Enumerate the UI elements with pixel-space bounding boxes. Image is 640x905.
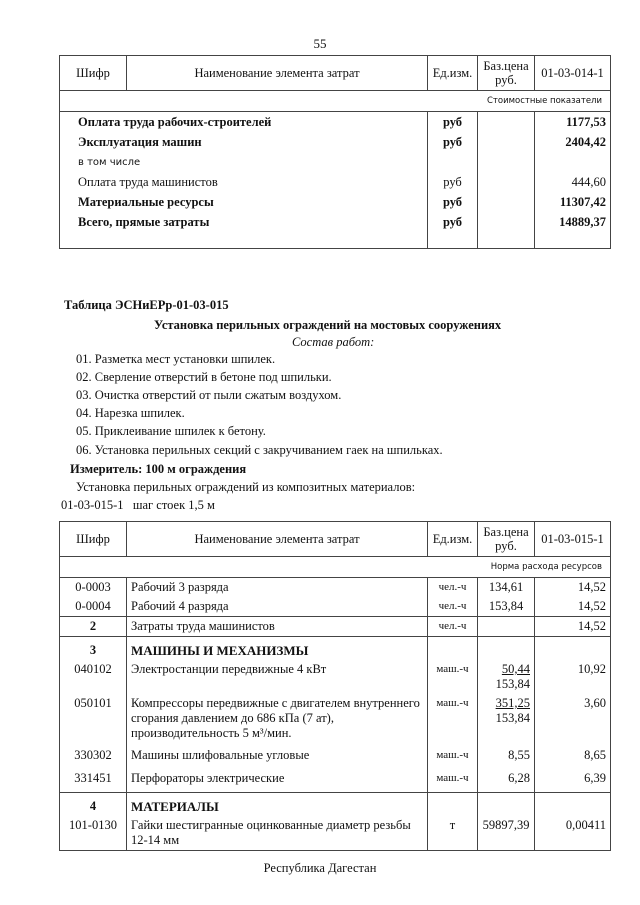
header-code: Шифр xyxy=(60,522,127,557)
table-title: Таблица ЭСНиЕРр-01-03-015 xyxy=(64,298,229,312)
resource-norms-table xyxy=(59,521,611,851)
table-row xyxy=(60,152,611,172)
row-value: 0,00411 xyxy=(535,816,611,851)
row-value: 2404,42 xyxy=(535,132,611,152)
work-item: 04. Нарезка шпилек. xyxy=(76,406,185,420)
row-name: Гайки шестигранные оцинкованные диаметр резьбы 12-14 мм xyxy=(127,816,428,851)
work-item: 05. Приклеивание шпилек к бетону. xyxy=(76,424,266,438)
row-name: Оплата труда рабочих-строителей xyxy=(60,112,428,133)
table-header-row xyxy=(60,522,611,557)
header-code: Шифр xyxy=(60,56,127,91)
row-code: 3 xyxy=(60,637,127,661)
row-code: 050101 xyxy=(60,694,127,743)
row-unit: маш.-ч xyxy=(428,694,478,743)
table-row xyxy=(60,112,611,133)
table-subheader: Норма расхода ресурсов xyxy=(60,557,611,578)
page-number: 55 xyxy=(313,36,327,51)
row-name: Материальные ресурсы xyxy=(60,192,428,212)
row-value: 14,52 xyxy=(535,578,611,598)
cost-indicators-table xyxy=(59,55,611,249)
row-code: 0-0003 xyxy=(60,578,127,598)
row-unit: маш.-ч xyxy=(428,743,478,765)
header-unit: Ед.изм. xyxy=(428,56,478,91)
table-row xyxy=(60,660,611,694)
table-row xyxy=(60,172,611,192)
row-value: 1177,53 xyxy=(535,112,611,133)
rate-line: 01-03-015-1 шаг стоек 1,5 м xyxy=(61,498,215,512)
work-item: 03. Очистка отверстий от пыли сжатым воздухом. xyxy=(76,388,342,402)
header-name: Наименование элемента затрат xyxy=(127,522,428,557)
row-price: 351,25 xyxy=(495,696,530,710)
row-code: 331451 xyxy=(60,765,127,793)
row-name: Перфораторы электрические xyxy=(127,765,428,793)
row-name: Электростанции передвижные 4 кВт xyxy=(127,660,428,694)
row-name: МАШИНЫ И МЕХАНИЗМЫ xyxy=(127,637,428,661)
row-name: Затраты труда машинистов xyxy=(127,617,428,637)
table-header-row xyxy=(60,56,611,91)
row-unit: руб xyxy=(428,112,478,133)
row-unit: маш.-ч xyxy=(428,765,478,793)
row-price: 153,84 xyxy=(478,597,535,617)
table-row xyxy=(60,743,611,765)
row-unit: руб xyxy=(428,172,478,192)
row-name: МАТЕРИАЛЫ xyxy=(127,793,428,817)
works-heading: Состав работ: xyxy=(292,335,375,349)
header-rate-code: 01-03-014-1 xyxy=(535,56,611,91)
work-item: 01. Разметка мест установки шпилек. xyxy=(76,352,276,366)
row-value: 3,60 xyxy=(535,694,611,743)
row-code: 101-0130 xyxy=(60,816,127,851)
row-value: 11307,42 xyxy=(535,192,611,212)
row-price: 50,44 xyxy=(501,662,530,676)
row-name: Рабочий 3 разряда xyxy=(127,578,428,598)
table-row xyxy=(60,212,611,232)
table-subheader: Стоимостные показатели xyxy=(60,91,611,112)
row-code: 2 xyxy=(60,617,127,637)
header-unit: Ед.изм. xyxy=(428,522,478,557)
row-value: 14,52 xyxy=(535,597,611,617)
row-name: Компрессоры передвижные с двигателем внутреннего сгорания давлением до 686 кПа (7 ат), производительность 5 м³/мин. xyxy=(127,694,428,743)
row-code: 0-0004 xyxy=(60,597,127,617)
row-name: Оплата труда машинистов xyxy=(60,172,428,192)
row-unit: чел.-ч xyxy=(428,617,478,637)
table-row xyxy=(60,597,611,617)
row-price-base: 153,84 xyxy=(495,677,530,691)
section-row-machines xyxy=(60,637,611,661)
row-name: в том числе xyxy=(60,152,428,172)
header-price: Баз.цена руб. xyxy=(478,56,535,91)
row-price-base: 153,84 xyxy=(495,711,530,725)
row-unit: руб xyxy=(428,212,478,232)
row-name: Эксплуатация машин xyxy=(60,132,428,152)
row-name: Рабочий 4 разряда xyxy=(127,597,428,617)
work-item: 02. Сверление отверстий в бетоне под шпильки. xyxy=(76,370,332,384)
row-price: 134,61 xyxy=(478,578,535,598)
row-value: 10,92 xyxy=(535,660,611,694)
row-value: 444,60 xyxy=(535,172,611,192)
table-row xyxy=(60,578,611,598)
installation-text: Установка перильных ограждений из композитных материалов: xyxy=(76,480,416,494)
row-price: 59897,39 xyxy=(478,816,535,851)
table-row xyxy=(60,816,611,851)
header-price: Баз.цена руб. xyxy=(478,522,535,557)
row-price: 6,28 xyxy=(478,765,535,793)
row-unit: руб xyxy=(428,132,478,152)
row-code: 330302 xyxy=(60,743,127,765)
section-subtitle: Установка перильных ограждений на мостовых сооружениях xyxy=(154,318,502,332)
row-unit: т xyxy=(428,816,478,851)
footer-region: Республика Дагестан xyxy=(263,861,377,875)
row-name: Машины шлифовальные угловые xyxy=(127,743,428,765)
row-code: 040102 xyxy=(60,660,127,694)
row-value: 6,39 xyxy=(535,765,611,793)
row-value: 8,65 xyxy=(535,743,611,765)
row-name: Всего, прямые затраты xyxy=(60,212,428,232)
row-price: 8,55 xyxy=(478,743,535,765)
row-unit: чел.-ч xyxy=(428,597,478,617)
work-item: 06. Установка перильных секций с закручиванием гаек на шпильках. xyxy=(76,443,443,457)
row-value: 14,52 xyxy=(535,617,611,637)
row-unit: маш.-ч xyxy=(428,660,478,694)
section-row-materials xyxy=(60,793,611,817)
table-row xyxy=(60,765,611,793)
row-unit: руб xyxy=(428,192,478,212)
measure-unit: Измеритель: 100 м ограждения xyxy=(70,462,247,476)
table-row xyxy=(60,617,611,637)
table-row xyxy=(60,132,611,152)
row-value: 14889,37 xyxy=(535,212,611,232)
row-unit: чел.-ч xyxy=(428,578,478,598)
row-code: 4 xyxy=(60,793,127,817)
table-row xyxy=(60,192,611,212)
table-row xyxy=(60,694,611,743)
header-name: Наименование элемента затрат xyxy=(127,56,428,91)
header-rate-code: 01-03-015-1 xyxy=(535,522,611,557)
